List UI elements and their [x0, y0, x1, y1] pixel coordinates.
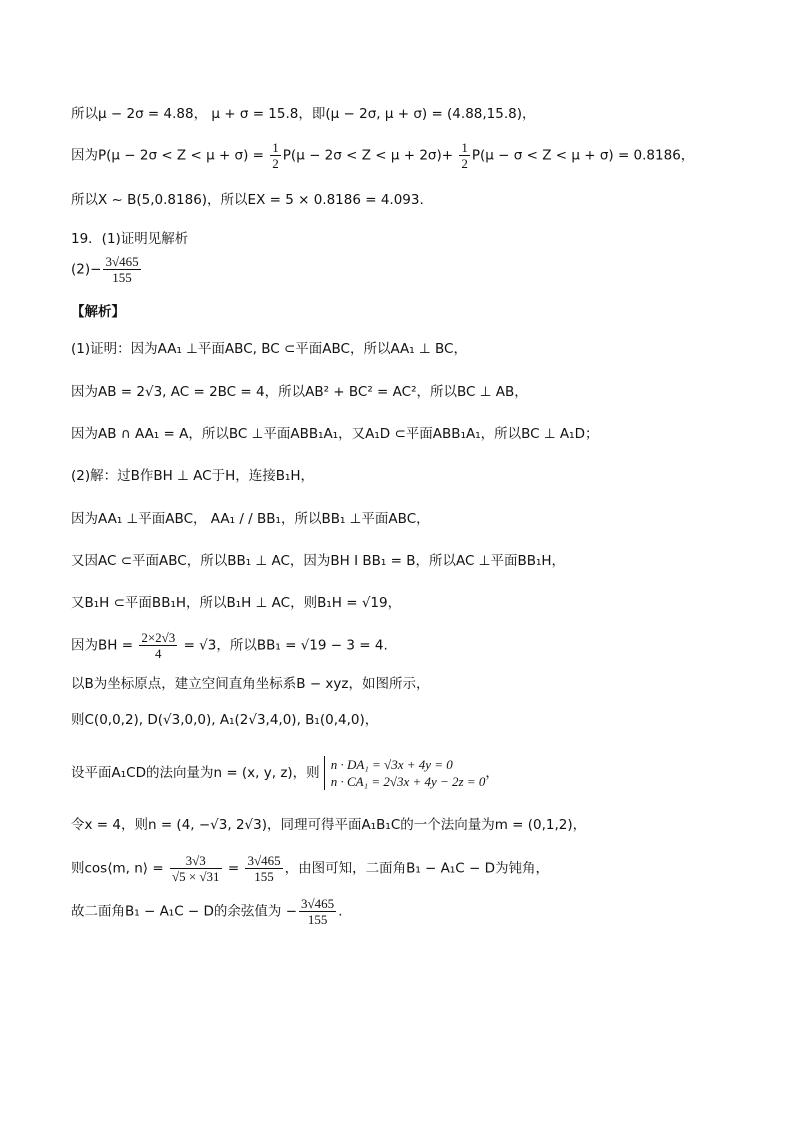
fraction-numerator: 3√465 — [105, 254, 139, 269]
text-line-20 — [71, 896, 754, 927]
fraction-numerator: 2×2√3 — [141, 630, 176, 645]
fraction-half-2 — [459, 140, 470, 171]
text-line-14 — [71, 630, 754, 661]
line-14-post: = √3，所以BB₁ = √19 − 3 = 4. — [179, 637, 388, 654]
text-line-8: 因为AB = 2√3, AC = 2BC = 4，所以AB² + BC² = AC²，所以BC ⊥ AB， — [71, 384, 528, 400]
cos-fraction-2 — [245, 853, 282, 884]
text-line-19 — [71, 853, 754, 884]
text-line-13: 又B₁H ⊂平面BB₁H，所以B₁H ⊥ AC，则B₁H = √19， — [71, 595, 402, 611]
text-line-12: 又因AC ⊂平面ABC，所以BB₁ ⊥ AC，因为BH I BB₁ = B，所以AC ⊥平面BB₁H， — [71, 553, 566, 569]
equation-system — [324, 756, 486, 790]
text-line-1: 所以μ − 2σ = 4.88， μ + σ = 15.8，即(μ − 2σ, μ + σ) = (4.88,15.8)， — [71, 106, 536, 122]
bh-fraction — [139, 630, 177, 661]
line-20-pre: 故二面角B₁ − A₁C − D的余弦值为 − — [71, 903, 298, 920]
fraction-numerator: 1 — [272, 140, 279, 155]
text-line-15: 以B为坐标原点，建立空间直角坐标系B − xyz，如图所示， — [71, 676, 430, 692]
fraction-denominator: 4 — [155, 646, 162, 661]
analysis-heading: 【解析】 — [71, 304, 125, 320]
fraction-denominator: 155 — [307, 912, 328, 927]
line-2-pre: 因为P(μ − 2σ < Z < μ + σ) = — [71, 147, 269, 164]
fraction-denominator: 155 — [112, 270, 132, 285]
fraction-denominator: √5 × √31 — [171, 869, 220, 884]
line-17-pre: 设平面A₁CD的法向量为n = (x, y, z)，则 — [71, 765, 320, 781]
fraction-denominator: 2 — [272, 156, 279, 171]
fraction-numerator: 3√3 — [170, 853, 222, 869]
text-line-2 — [71, 140, 754, 171]
fraction-denominator: 2 — [461, 156, 468, 171]
text-line-18: 令x = 4，则n = (4, −√3, 2√3)，同理可得平面A₁B₁C的一个法向量为m = (0,1,2)， — [71, 817, 587, 833]
fraction-numerator: 1 — [461, 140, 468, 155]
text-line-9: 因为AB ∩ AA₁ = A，所以BC ⊥平面ABB₁A₁，又A₁D ⊂平面ABB₁A₁，所以BC ⊥ A₁D； — [71, 426, 599, 442]
text-line-7: (1)证明：因为AA₁ ⊥平面ABC, BC ⊂平面ABC，所以AA₁ ⊥ BC， — [71, 341, 467, 357]
text-line-11: 因为AA₁ ⊥平面ABC， AA₁ / / BB₁，所以BB₁ ⊥平面ABC， — [71, 511, 430, 527]
cos-fraction-1 — [170, 853, 222, 884]
line-2-post: P(μ − σ < Z < μ + σ) = 0.8186， — [471, 147, 695, 164]
answer-fraction — [103, 254, 140, 285]
line-17-post: ， — [485, 765, 499, 781]
line-19-mid: = — [223, 860, 244, 877]
fraction-half-1 — [270, 140, 281, 171]
answer-part-2 — [71, 254, 754, 285]
equation-row-1: n · DA₁ = √3x + 4y = 0 — [330, 757, 453, 772]
equation-row-2: n · CA₁ = 2√3x + 4y − 2z = 0 — [330, 774, 486, 789]
fraction-numerator: 3√465 — [247, 853, 281, 868]
text-line-10: (2)解：过B作BH ⊥ AC于H，连接B₁H， — [71, 468, 315, 484]
fraction-denominator: 155 — [254, 869, 274, 884]
line-19-pre: 则cos⟨m, n⟩ = — [71, 860, 168, 877]
answer-part-2-prefix: (2)− — [71, 261, 102, 278]
fraction-numerator: 3√465 — [301, 896, 335, 911]
text-line-17 — [71, 756, 754, 790]
line-14-pre: 因为BH = — [71, 637, 138, 654]
line-20-post: . — [338, 903, 343, 920]
line-2-mid: P(μ − 2σ < Z < μ + 2σ)+ — [282, 147, 458, 164]
question-19-heading: 19．(1)证明见解析 — [71, 231, 189, 247]
text-line-16: 则C(0,0,2), D(√3,0,0), A₁(2√3,4,0), B₁(0,4,0)， — [71, 712, 379, 728]
text-line-3: 所以X ~ B(5,0.8186)，所以EX = 5 × 0.8186 = 4.093. — [71, 192, 424, 208]
line-19-post: ，由图可知，二面角B₁ − A₁C − D为钝角， — [284, 860, 550, 877]
final-fraction — [299, 896, 336, 927]
